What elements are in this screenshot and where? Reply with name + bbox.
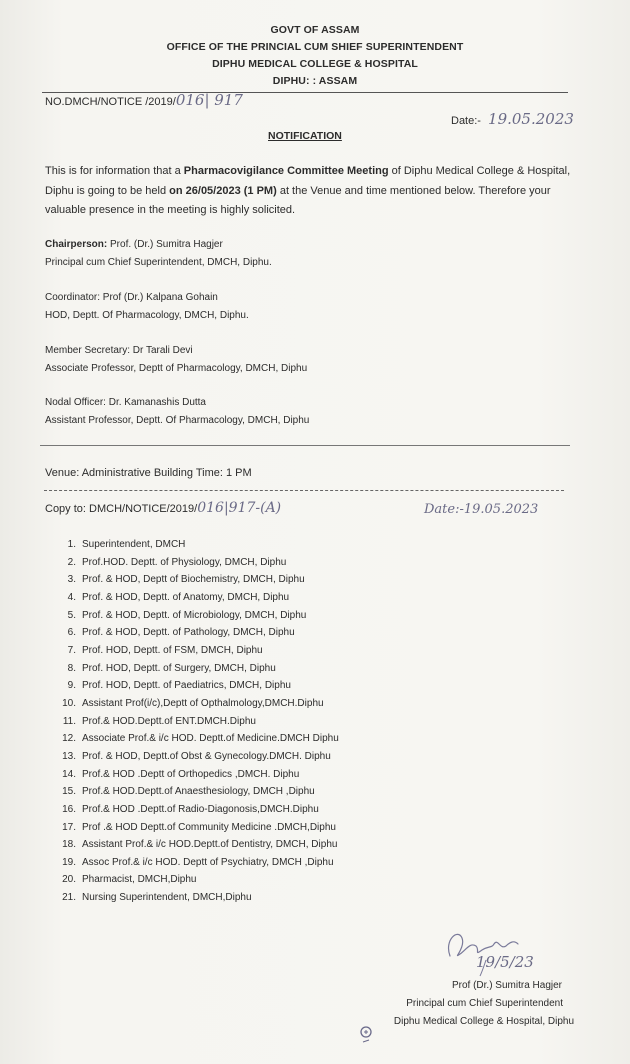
member-desc: Associate Professor, Deptt of Pharmacology, DMCH, Diphu xyxy=(45,362,308,374)
body-part2: of Diphu Medical College & Hospital, Diphu is going to be held xyxy=(45,165,571,197)
reference-number xyxy=(45,91,243,112)
list-item: 15. Prof.& HOD.Deptt.of Anaesthesiology, DMCH ,Diphu xyxy=(62,786,315,798)
copy-handwritten: 016|917-(A) xyxy=(197,500,282,516)
list-item: 8. Prof. HOD, Deptt. of Surgery, DMCH, Diphu xyxy=(67,662,276,674)
list-item: 18. Assistant Prof.& i/c HOD.Deptt.of Dentistry, DMCH, Diphu xyxy=(62,839,338,851)
copy-to-reference xyxy=(45,499,281,519)
member-role: Nodal Officer: xyxy=(45,397,106,408)
list-item: 3. Prof. & HOD, Deptt of Biochemistry, DMCH, Diphu xyxy=(67,574,305,586)
body-meeting-date: on 26/05/2023 (1 PM) xyxy=(169,184,277,197)
copy-prefix: Copy to: DMCH/NOTICE/2019/ xyxy=(45,503,198,515)
member-secretary xyxy=(45,342,307,377)
member-desc: HOD, Deptt. Of Pharmacology, DMCH, Diphu. xyxy=(45,309,249,321)
body-meeting-name: Pharmacovigilance Committee Meeting xyxy=(183,165,389,177)
header-line-place: DIPHU: : ASSAM xyxy=(272,75,358,87)
stamp-mark-icon xyxy=(358,1022,374,1046)
notification-title: NOTIFICATION xyxy=(268,130,342,142)
copy-date-handwritten: Date:-19.05.2023 xyxy=(424,502,539,517)
list-item: 21. Nursing Superintendent, DMCH,Diphu xyxy=(62,892,252,904)
list-item: 16. Prof.& HOD .Deptt.of Radio-Diagonosis,DMCH.Diphu xyxy=(62,803,319,815)
list-item: 7. Prof. HOD, Deptt. of FSM, DMCH, Diphu xyxy=(67,644,263,656)
notice-date xyxy=(451,110,574,131)
body-part3: at the Venue and time mentioned below. Therefore your valuable presence in the meeting is highly solicited. xyxy=(45,184,551,216)
list-item: 4. Prof. & HOD, Deptt. of Anatomy, DMCH, Diphu xyxy=(67,591,290,603)
signatory-name: Prof (Dr.) Sumitra Hagjer xyxy=(451,980,562,991)
header-line-office: OFFICE OF THE PRINCIAL CUM SHIEF SUPERINTENDENT xyxy=(166,41,464,53)
list-item: 12. Associate Prof.& i/c HOD. Deptt.of Medicine.DMCH Diphu xyxy=(62,733,339,745)
member-name: Dr. Kamanashis Dutta xyxy=(105,397,206,408)
list-item: 19. Assoc Prof.& i/c HOD. Deptt of Psychiatry, DMCH ,Diphu xyxy=(62,856,334,868)
list-item: 13. Prof. & HOD, Deptt.of Obst & Gynecology.DMCH. Diphu xyxy=(62,750,331,762)
venue-dashed-rule xyxy=(44,490,564,491)
signatory-title: Principal cum Chief Superintendent xyxy=(406,998,563,1009)
list-item: 11. Prof.& HOD.Deptt.of ENT.DMCH.Diphu xyxy=(62,715,256,727)
venue-line: Venue: Administrative Building Time: 1 PM xyxy=(45,467,252,479)
member-role: Chairperson: xyxy=(45,239,108,250)
header-line-college: DIPHU MEDICAL COLLEGE & HOSPITAL xyxy=(212,58,418,70)
notification-body xyxy=(45,162,573,221)
body-part1: This is for information that a xyxy=(45,165,184,177)
list-item: 2. Prof.HOD. Deptt. of Physiology, DMCH, Diphu xyxy=(67,556,287,568)
section-divider xyxy=(40,445,570,446)
date-label: Date:- xyxy=(451,115,481,127)
member-name: Prof. (Dr.) Sumitra Hagjer xyxy=(107,239,223,250)
member-role: Member Secretary: xyxy=(45,345,131,356)
copy-list xyxy=(42,536,339,907)
member-coordinator xyxy=(45,289,249,324)
member-desc: Assistant Professor, Deptt. Of Pharmacology, DMCH, Diphu xyxy=(45,414,310,426)
member-chairperson xyxy=(45,236,272,271)
list-item: 9. Prof. HOD, Deptt. of Paediatrics, DMCH, Diphu xyxy=(67,680,291,692)
member-name: Dr Tarali Devi xyxy=(130,345,193,356)
list-item: 14. Prof.& HOD .Deptt of Orthopedics ,DMCH. Diphu xyxy=(62,768,300,780)
list-item: 6. Prof. & HOD, Deptt. of Pathology, DMCH, Diphu xyxy=(67,627,295,639)
list-item: 17. Prof .& HOD Deptt.of Community Medicine .DMCH,Diphu xyxy=(62,821,336,833)
list-item: 1. Superintendent, DMCH xyxy=(67,539,186,550)
list-item: 10. Assistant Prof(i/c),Deptt of Opthalmology,DMCH.Diphu xyxy=(62,697,324,709)
member-role: Coordinator: xyxy=(45,292,101,303)
member-name: Prof (Dr.) Kalpana Gohain xyxy=(100,292,218,303)
date-handwritten: 19.05.2023 xyxy=(488,110,574,128)
list-item: 20. Pharmacist, DMCH,Diphu xyxy=(62,874,197,886)
member-desc: Principal cum Chief Superintendent, DMCH, Diphu. xyxy=(45,256,272,268)
header-line-govt: GOVT OF ASSAM xyxy=(270,24,360,36)
reference-prefix: NO.DMCH/NOTICE /2019/ xyxy=(45,96,176,108)
list-item: 5. Prof. & HOD, Deptt. of Microbiology, DMCH, Diphu xyxy=(67,609,307,621)
signature-date-handwritten: 19/5/23 xyxy=(476,953,534,971)
member-nodal-officer xyxy=(45,394,309,429)
signatory-organization: Diphu Medical College & Hospital, Diphu xyxy=(393,1016,574,1027)
reference-handwritten: 016| 917 xyxy=(175,91,243,109)
